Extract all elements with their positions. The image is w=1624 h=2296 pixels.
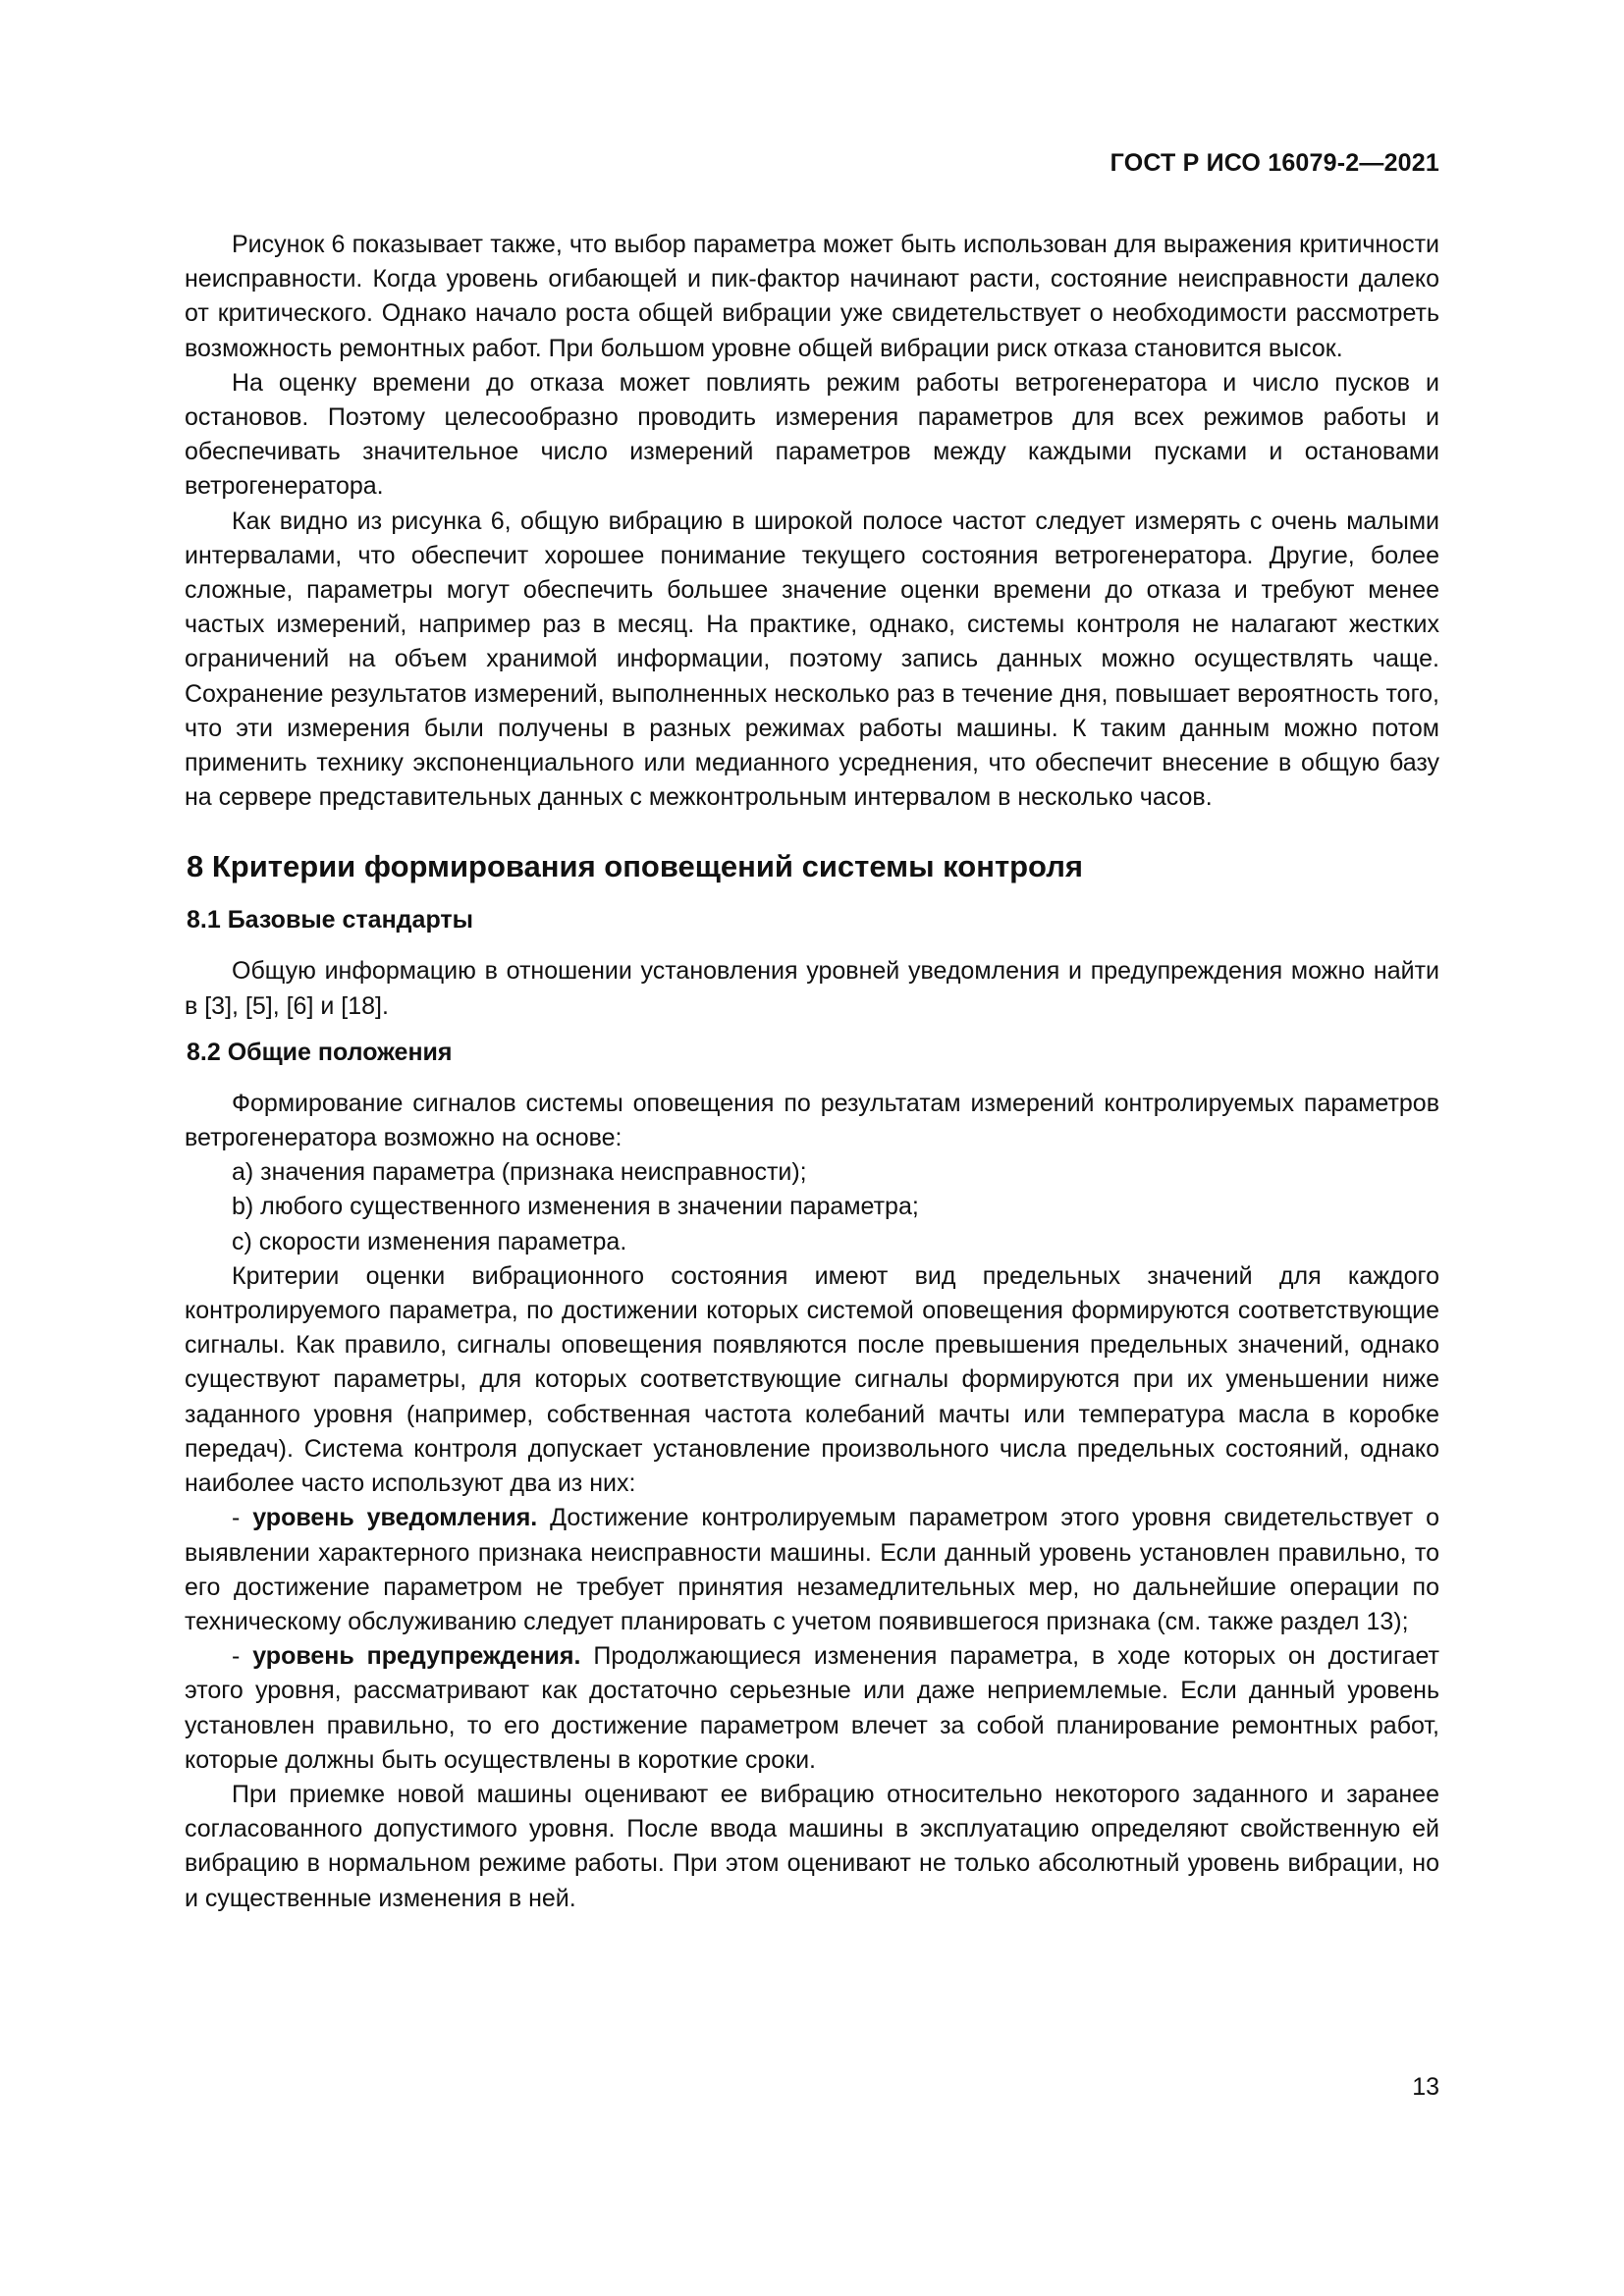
notification-level-term: уровень уведомления. [252,1504,538,1532]
list-item-b: b) любого существенного изменения в значении параметра; [232,1193,919,1221]
final-paragraph: При приемке новой машины оценивают ее вибрацию относительно некоторого заданного и заранее согласованного допустимого уровня. После ввода машины в эксплуатацию определяют свойственную ей вибрацию в нормальном режиме работы. При этом оценивают не только абсолютный уровень вибрации, но и существенные изменения в ней. [185,1780,1439,1912]
list-item-c: c) скорости изменения параметра. [232,1227,627,1255]
warning-level-text: Продолжающиеся изменения параметра, в ходе которых он достигает этого уровня, рассматривают как достаточно серьезные или даже неприемлемые. Если данный уровень установлен правильно, то его достижение параметром влечет за собой планирование ремонтных работ, которые должны быть осуществлены в короткие сроки. [185,1642,1439,1774]
warning-level-term: уровень предупреждения. [252,1642,581,1671]
subsection-8-1-heading: 8.1 Базовые стандарты [187,906,473,934]
criteria-paragraph: Критерии оценки вибрационного состояния имеют вид предельных значений для каждого контролируемого параметра, по достижении которых системой оповещения формируются соответствующие сигналы. Как правило, сигналы оповещения появляются после превышения предельных значений, однако существуют параметры, для которых соответствующие сигналы формируются при их уменьшении ниже заданного уровня (например, собственная частота колебаний мачты или температура масла в коробке передач). Система контроля допускает установление произвольного числа предельных состояний, однако наиболее часто используют два из них: [185,1261,1439,1498]
subsection-8-2-heading: 8.2 Общие положения [187,1038,453,1066]
subsection-8-1-text: Общую информацию в отношении установления уровней уведомления и предупреждения можно найти в [3], [5], [6] и [18]. [185,957,1439,1020]
list-item-a: a) значения параметра (признака неисправности); [232,1158,807,1187]
paragraph-intro-3: Как видно из рисунка 6, общую вибрацию в широкой полосе частот следует измерять с очень малыми интервалами, что обеспечит хорошее понимание текущего состояния ветрогенератора. Другие, более сложные, параметры могут обеспечить большее значение оценки времени до отказа и требуют менее частых измерений, например раз в месяц. На практике, однако, системы контроля не налагают жестких ограничений на объем хранимой информации, поэтому запись данных можно осуществлять чаще. Сохранение результатов измерений, выполненных несколько раз в течение дня, повышает вероятность того, что эти измерения были получены в разных режимах работы машины. К таким данным можно потом применить технику экспоненциального или медианного усреднения, что обеспечит внесение в общую базу на сервере представительных данных с межконтрольным интервалом в несколько часов. [185,507,1439,812]
notification-level-paragraph [185,1501,1439,1639]
page-content [185,228,1439,1916]
section-8-heading: 8 Критерии формирования оповещений системы контроля [187,849,1084,884]
subsection-8-2-intro: Формирование сигналов системы оповещения по результатам измерений контролируемых параметров ветрогенератора возможно на основе: [185,1089,1439,1152]
warning-level-dash: - [232,1642,253,1671]
warning-level-paragraph [185,1639,1439,1778]
paragraph-intro-1: Рисунок 6 показывает также, что выбор параметра может быть использован для выражения критичности неисправности. Когда уровень огибающей и пик-фактор начинают расти, состояние неисправности далеко от критического. Однако начало роста общей вибрации уже свидетельствует о необходимости рассмотреть возможность ремонтных работ. При большом уровне общей вибрации риск отказа становится высок. [185,231,1439,362]
paragraph-intro-2: На оценку времени до отказа может повлиять режим работы ветрогенератора и число пусков и остановов. Поэтому целесообразно проводить измерения параметров для всех режимов работы и обеспечивать значительное число измерений параметров между каждыми пусками и остановами ветрогенератора. [185,368,1439,501]
notification-level-dash: - [232,1504,253,1532]
page-number: 13 [1412,2073,1439,2101]
notification-level-text: Достижение контролируемым параметром этого уровня свидетельствует о выявлении характерного признака неисправности машины. Если данный уровень установлен правильно, то его достижение параметром не требует принятия незамедлительных мер, но дальнейшие операции по техническому обслуживанию следует планировать с учетом появившегося признака (см. также раздел 13); [185,1504,1439,1635]
document-header: ГОСТ Р ИСО 16079-2—2021 [1110,149,1439,177]
